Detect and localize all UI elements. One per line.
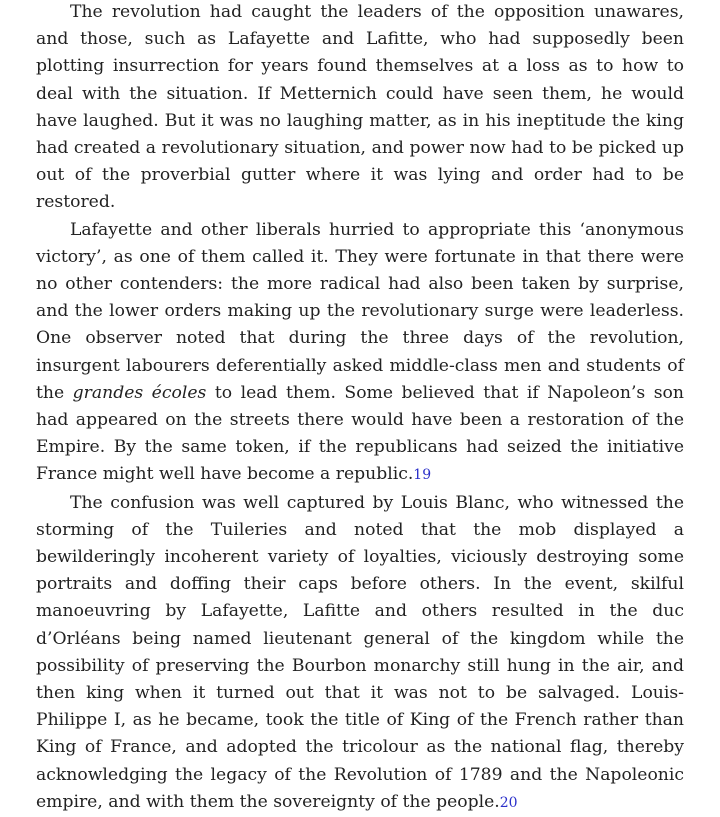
paragraph-1 bbox=[36, 0, 684, 217]
paragraph-3 bbox=[36, 490, 684, 817]
document-page bbox=[36, 0, 684, 817]
paragraph-3-text: The confusion was well captured by Louis Blanc, who witnessed the storming of the Tuileries and noted that the mob displayed a bewilderingly incoherent variety of loyalties, viciously destroying some portraits and doffing their caps before others. In the event, skilful manoeuvring by Lafayette, Lafitte and others resulted in the duc d’Orléans being named lieutenant general of the kingdom while the possibility of preserving the Bourbon monarchy still hung in the air, and then king when it turned out that it was not to be salvaged. Louis-Philippe I, as he became, took the title of King of the French rather than King of France, and adopted the tricolour as the national flag, thereby acknowledging the legacy of the Revolution of 1789 and the Napoleonic empire, and with them the sovereignty of the people. bbox=[36, 492, 684, 812]
paragraph-2 bbox=[36, 217, 684, 490]
italic-term: grandes écoles bbox=[72, 382, 207, 403]
paragraph-2-text-before: Lafayette and other liberals hurried to appropriate this ‘anonymous victory’, as one of them called it. They were fortunate in that there were no other contenders: the more radical had also been taken by surprise, and the lower orders making up the revolutionary surge were leaderless. One observer noted that during the three days of the revolution, insurgent labourers deferentially asked middle-class men and students of the bbox=[36, 219, 684, 403]
paragraph-1-text: The revolution had caught the leaders of the opposition unawares, and those, such as Lafayette and Lafitte, who had supposedly been plotting insurrection for years found themselves at a loss as to how to deal with the situation. If Metternich could have seen them, he would have laughed. But it was no laughing matter, as in his ineptitude the king had created a revolutionary situation, and power now had to be picked up out of the proverbial gutter where it was lying and order had to be restored. bbox=[36, 2, 684, 213]
footnote-link-19[interactable]: 19 bbox=[413, 467, 432, 484]
footnote-link-20[interactable]: 20 bbox=[499, 794, 518, 811]
paragraph-2-text-after: to lead them. Some believed that if Napoleon’s son had appeared on the streets there would have been a restoration of the Empire. By the same token, if the republicans had seized the initiative France might well have become a republic. bbox=[36, 382, 684, 485]
